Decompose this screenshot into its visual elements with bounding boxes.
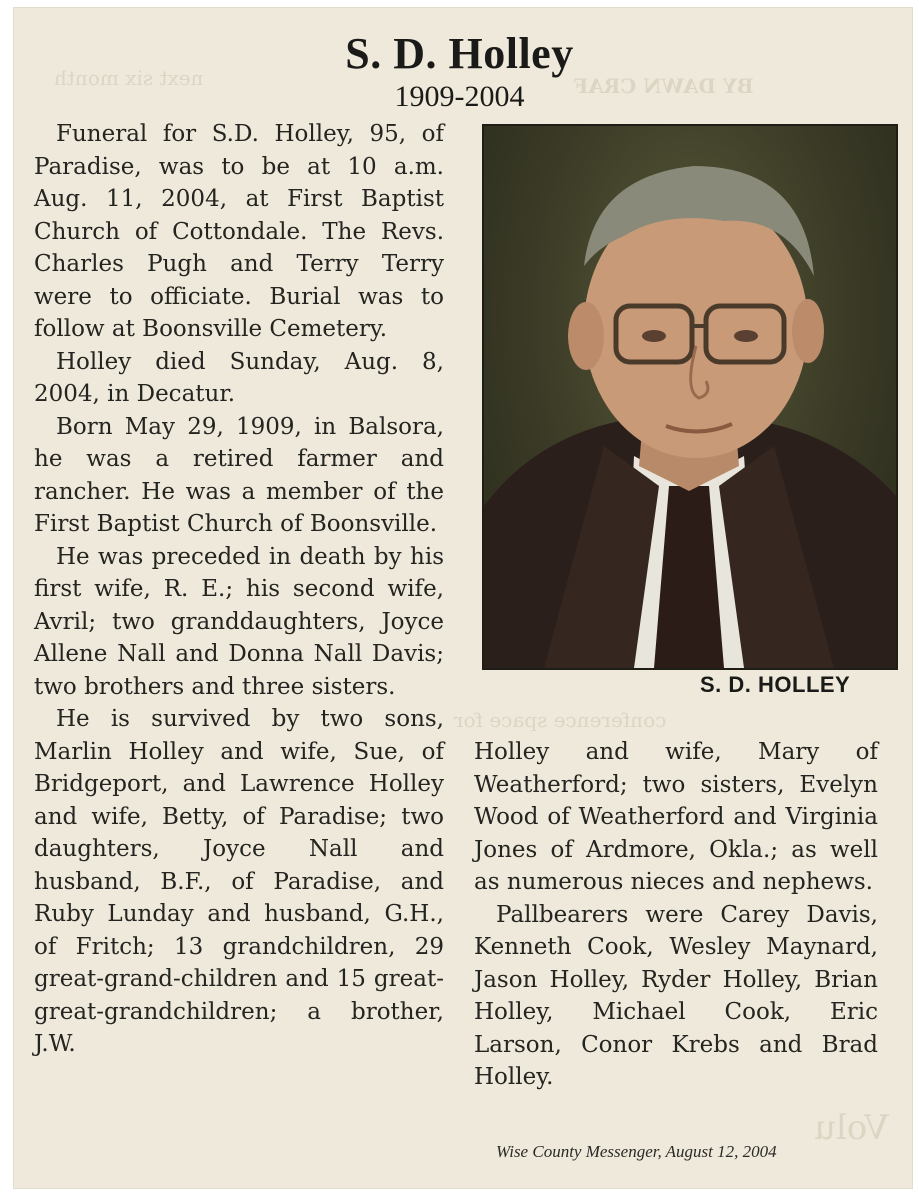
paragraph-death: Holley died Sunday, Aug. 8, 2004, in Decatur. — [34, 348, 444, 407]
bleed-through-text: Volu — [814, 1108, 889, 1148]
paragraph-birth: Born May 29, 1909, in Balsora, he was a retired farmer and rancher. He was a member of the First Baptist Church of Boonsville. — [34, 413, 444, 537]
left-column — [34, 118, 444, 1061]
paragraph-pallbearers: Pallbearers were Carey Davis, Kenneth Cook, Wesley Maynard, Jason Holley, Ryder Holley, Brian Holley, Michael Cook, Eric Larson, Conor Krebs and Brad Holley. — [474, 901, 878, 1090]
paragraph-survived: He is survived by two sons, Marlin Holley and wife, Sue, of Bridgeport, and Lawrence Holley and wife, Betty, of Paradise; two daughters, Joyce Nall and husband, B.F., of Paradise, and Ruby Lunday and husband, G.H., of Fritch; 13 grandchildren, 29 great-grand-children and 15 great-great-grandchildren; a brother, J.W. — [34, 706, 444, 1057]
photo-caption: S. D. HOLLEY — [700, 672, 851, 697]
bleed-through-text: conference space for — [454, 708, 667, 732]
portrait-illustration — [484, 126, 896, 668]
source-credit: Wise County Messenger, August 12, 2004 — [496, 1142, 777, 1161]
obituary-years: 1909-2004 — [394, 80, 525, 113]
portrait-photo — [482, 124, 898, 670]
paragraph-survived-continued: Holley and wife, Mary of Weatherford; two sisters, Evelyn Wood of Weatherford and Virginia Jones of Ardmore, Okla.; as well as numerous nieces and nephews. — [474, 739, 878, 895]
bleed-through-text: next six month — [54, 66, 204, 90]
right-column — [474, 736, 878, 1094]
obituary-name: S. D. Holley — [345, 29, 574, 78]
paragraph-preceded: He was preceded in death by his first wife, R. E.; his second wife, Avril; two granddaughters, Joyce Allene Nall and Donna Nall Davis; two brothers and three sisters. — [34, 543, 444, 700]
bleed-through-text: BY DAWN CRAF — [574, 74, 754, 98]
paragraph-funeral: Funeral for S.D. Holley, 95, of Paradise, was to be at 10 a.m. Aug. 11, 2004, at First Baptist Church of Cottondale. The Revs. Charles Pugh and Terry Terry were to officiate. Burial was to follow at Boonsville Cemetery. — [34, 121, 444, 342]
